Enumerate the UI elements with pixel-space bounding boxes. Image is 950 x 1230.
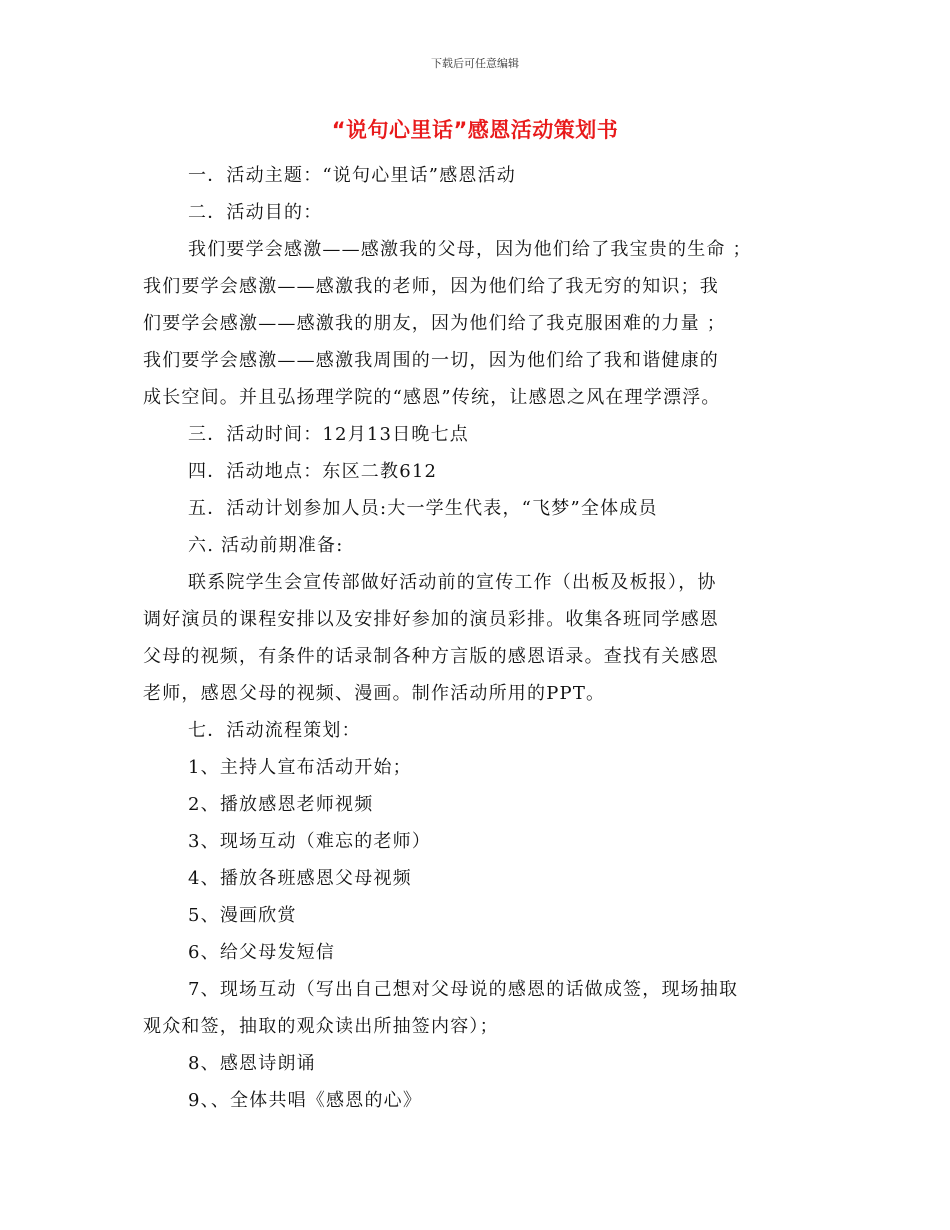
body-line: 父母的视频，有条件的话录制各种方言版的感恩语录。查找有关感恩	[143, 646, 719, 667]
body-line: 9、、全体共唱《感恩的心》	[188, 1090, 423, 1111]
body-line: 二．活动目的：	[188, 202, 323, 223]
body-line: 联系院学生会宣传部做好活动前的宣传工作（出板及板报），协	[188, 572, 717, 593]
body-line: 7、现场互动（写出自己想对父母说的感恩的话做成签，现场抽取	[188, 979, 739, 1000]
body-line: 1、主持人宣布活动开始；	[188, 757, 412, 778]
body-line: 我们要学会感激——感激我的老师，因为他们给了我无穷的知识；我	[143, 276, 719, 297]
body-line: 2、播放感恩老师视频	[188, 794, 374, 815]
document-title: “说句心里话”感恩活动策划书	[331, 118, 619, 142]
document-body	[143, 157, 811, 1119]
body-line: 3、现场互动（难忘的老师）	[188, 831, 432, 852]
body-line: 观众和签，抽取的观众读出所抽签内容）；	[143, 1016, 499, 1037]
body-line: 6、给父母发短信	[188, 942, 336, 963]
body-line: 六. 活动前期准备:	[188, 535, 344, 556]
body-line: 8、感恩诗朗诵	[188, 1053, 316, 1074]
header-note: 下载后可任意编辑	[431, 57, 519, 70]
body-line: 成长空间。并且弘扬理学院的“感恩”传统，让感恩之风在理学漂浮。	[143, 387, 721, 408]
body-line: 一．活动主题：“说句心里话”感恩活动	[188, 165, 517, 186]
body-line: 调好演员的课程安排以及安排好参加的演员彩排。收集各班同学感恩	[143, 609, 719, 630]
body-line: 老师，感恩父母的视频、漫画。制作活动所用的PPT。	[143, 683, 606, 704]
body-line: 4、播放各班感恩父母视频	[188, 868, 412, 889]
body-line: 七．活动流程策划：	[188, 720, 361, 741]
body-line: 四．活动地点：东区二教612	[188, 461, 438, 482]
body-line: 五．活动计划参加人员:大一学生代表，“飞梦”全体成员	[188, 498, 658, 519]
body-line: 我们要学会感激——感激我的父母，因为他们给了我宝贵的生命 ；	[188, 239, 752, 260]
body-line: 5、漫画欣赏	[188, 905, 297, 926]
body-line: 三．活动时间：12月13日晚七点	[188, 424, 470, 445]
body-line: 们要学会感激——感激我的朋友，因为他们给了我克服困难的力量 ；	[143, 313, 726, 334]
body-line: 我们要学会感激——感激我周围的一切，因为他们给了我和谐健康的	[143, 350, 719, 371]
